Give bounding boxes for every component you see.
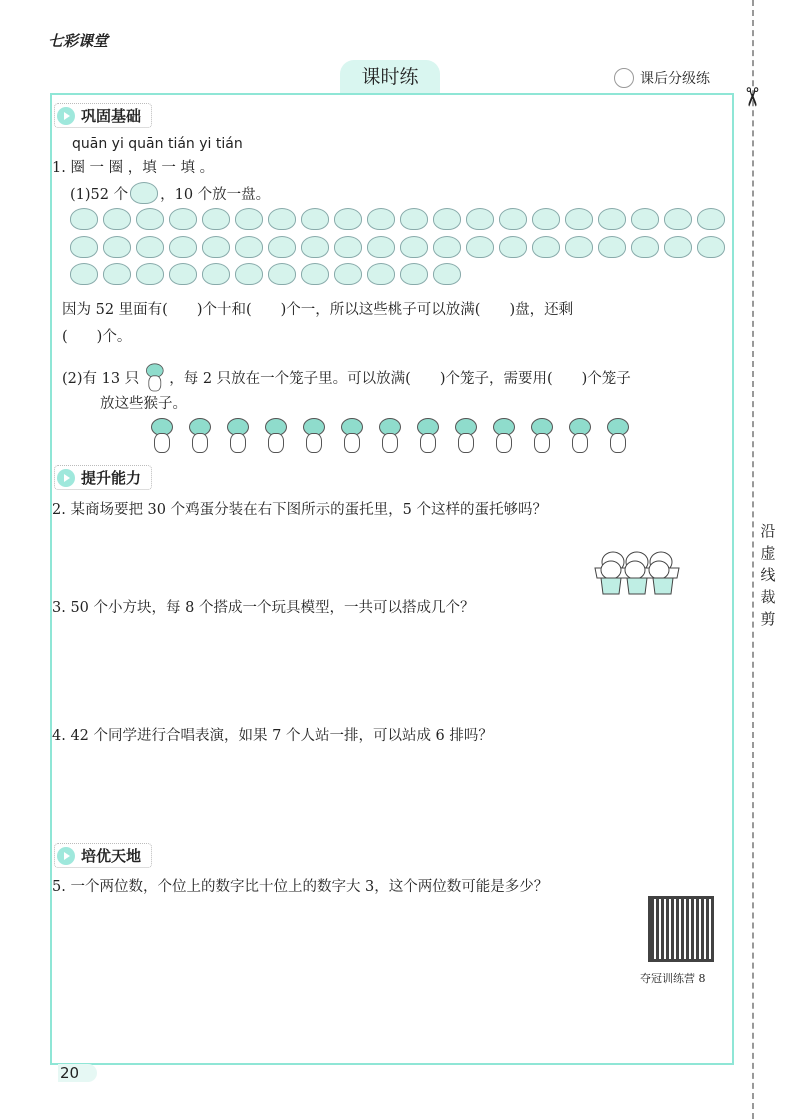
peach-icon [136, 236, 164, 258]
section-header: 提升能力 [54, 465, 152, 490]
peach-icon [103, 208, 131, 230]
play-icon [57, 107, 75, 125]
monkey-icon [222, 418, 252, 452]
peach-icon [367, 263, 395, 285]
peach-icon [301, 263, 329, 285]
monkey-icon [374, 418, 404, 452]
peach-icon [532, 236, 560, 258]
question-1-part-2-line-2: 放这些猴子。 [100, 396, 187, 412]
peach-icon [334, 236, 362, 258]
peach-icon [235, 236, 263, 258]
monkey-icon [488, 418, 518, 452]
peach-icon [565, 236, 593, 258]
peach-icon [202, 236, 230, 258]
monkey-icon [526, 418, 556, 452]
peach-icon [70, 208, 98, 230]
peach-icon [136, 263, 164, 285]
peach-icon [169, 208, 197, 230]
monkey-icon [564, 418, 594, 452]
peach-icon [631, 208, 659, 230]
peach-icon [664, 236, 692, 258]
brand-logo: 七彩课堂 [48, 32, 109, 50]
question-1-line-2: ( )个。 [62, 329, 132, 345]
peach-icon [598, 208, 626, 230]
egg-tray-image [593, 548, 681, 596]
monkey-icon [260, 418, 290, 452]
peach-icon [235, 208, 263, 230]
peach-icon [268, 208, 296, 230]
peach-icon [334, 208, 362, 230]
peach-icon [70, 263, 98, 285]
monkey-icon [336, 418, 366, 452]
peach-icon [136, 208, 164, 230]
section-header: 巩固基础 [54, 103, 152, 128]
peach-icon [169, 263, 197, 285]
monkey-icon [298, 418, 328, 452]
peach-icon [367, 208, 395, 230]
question-1-line-1: 因为 52 里面有( )个十和( )个一，所以这些桃子可以放满( )盘，还剩 [62, 302, 574, 318]
peach-row [70, 208, 730, 230]
play-icon [57, 469, 75, 487]
peach-icon [268, 236, 296, 258]
peach-icon [103, 236, 131, 258]
peach-row [70, 236, 730, 258]
cut-instruction: 沿虚线裁剪 [760, 522, 776, 628]
monkey-icon [450, 418, 480, 452]
pinyin: quān yi quān tián yi tián [72, 136, 243, 152]
peach-icon [103, 263, 131, 285]
monkey-icon [412, 418, 442, 452]
question-3: 3. 50 个小方块，每 8 个搭成一个玩具模型，一共可以搭成几个？ [52, 600, 475, 616]
peach-icon [466, 208, 494, 230]
monkey-icon [184, 418, 214, 452]
question-5: 5. 一个两位数，个位上的数字比十位上的数字大 3，这个两位数可能是多少？ [52, 879, 549, 895]
peach-icon [598, 236, 626, 258]
peach-icon [169, 236, 197, 258]
peach-icon [130, 182, 158, 204]
peach-icon [301, 236, 329, 258]
subtitle: 课后分级练 [614, 68, 710, 88]
peach-icon [202, 208, 230, 230]
monkey-icon [602, 418, 632, 452]
peach-icon [565, 208, 593, 230]
question-1-part-1: (1)52 个 ，10 个放一盘。 [70, 182, 270, 204]
peach-icon [664, 208, 692, 230]
monkey-icon [142, 363, 166, 390]
question-1-part-2: (2)有 13 只 ，每 2 只放在一个笼子里。可以放满( )个笼子，需要用( )个笼子 [62, 360, 631, 394]
peach-icon [70, 236, 98, 258]
peach-icon [697, 208, 725, 230]
peach-icon [433, 236, 461, 258]
peach-icon [433, 263, 461, 285]
peach-icon [400, 236, 428, 258]
peach-icon [400, 263, 428, 285]
monkey-icon [146, 418, 176, 452]
section-header: 培优天地 [54, 843, 152, 868]
peach-icon [499, 236, 527, 258]
peach-row [70, 263, 466, 285]
peach-icon [400, 208, 428, 230]
peach-icon [532, 208, 560, 230]
qr-code[interactable] [648, 896, 714, 962]
question-2: 2. 某商场要把 30 个鸡蛋分装在右下图所示的蛋托里，5 个这样的蛋托够吗？ [52, 502, 547, 518]
qr-label: 夺冠训练营 8 [640, 972, 706, 985]
monkey-row [146, 418, 632, 452]
peach-icon [202, 263, 230, 285]
play-icon [57, 847, 75, 865]
page-number: 20 [58, 1064, 97, 1082]
peach-icon [697, 236, 725, 258]
peach-icon [433, 208, 461, 230]
peach-icon [466, 236, 494, 258]
peach-icon [631, 236, 659, 258]
peach-icon [301, 208, 329, 230]
question-4: 4. 42 个同学进行合唱表演，如果 7 个人站一排，可以站成 6 排吗？ [52, 728, 493, 744]
scissors-icon: ✂ [735, 86, 766, 108]
peach-icon [334, 263, 362, 285]
question-1-title: 1. 圈 一 圈 ，填 一 填 。 [52, 160, 215, 176]
peach-icon [499, 208, 527, 230]
peach-icon [367, 236, 395, 258]
clock-icon [614, 68, 634, 88]
peach-icon [235, 263, 263, 285]
cut-line [752, 0, 754, 1119]
page-title: 课时练 [340, 60, 440, 94]
peach-icon [268, 263, 296, 285]
